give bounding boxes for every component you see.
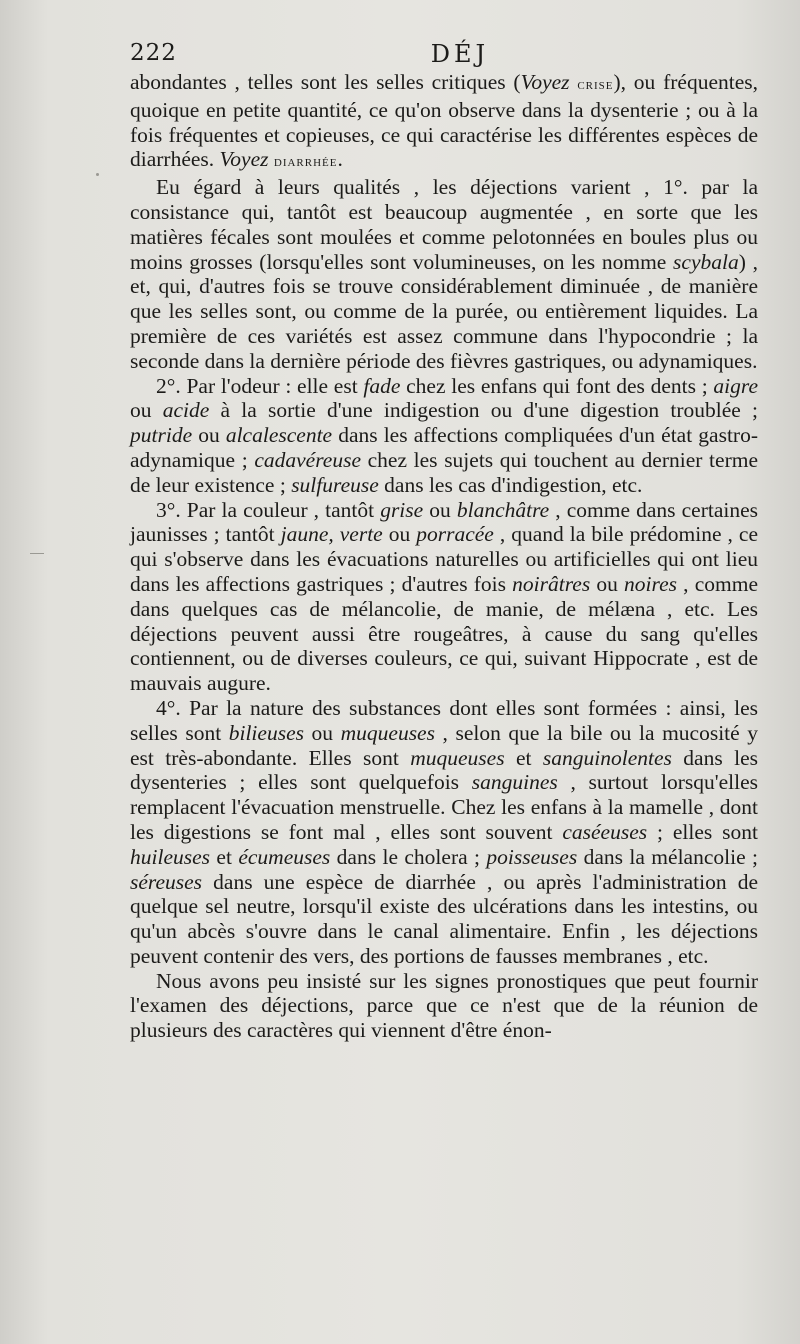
paragraph [130,696,758,969]
text-run: dans les affections compliquées d'un état gastro-adynamique ; [130,423,758,472]
text-run: ) , et, qui, d'autres fois se trouve considérablement diminuée , de manière que les selles sont, ou comme de la purée, ou entièrement liquides. La première de ces variétés est assez commune dans l'hypocondrie ; la seconde dans la dernière période des fièvres gastriques, ou adynamiques. [130,249,758,373]
text-run: Eu égard à leurs qualités , les déjections varient , 1°. par la consistance qui, tantôt est beaucoup augmentée , en sorte que les matières fécales sont moulées et comme pelotonnées en boules plus ou moins grosses (lorsqu'elles sont volumineuses, on les nomme [130,175,758,274]
italic-term: sanguinolentes [542,745,672,770]
paragraph [130,374,758,498]
italic-term: bilieuses [228,720,304,745]
text-run: chez les sujets qui touchent au dernier terme de leur existence ; [130,447,758,497]
text-run: ), ou fréquentes, quoique en petite quantité, ce qu'on observe dans la dysenterie ; ou à la fois fréquentes et copieuses, ce qui caractérise les différentes espèces de diarrhées. [130,70,758,172]
italic-term: sulfureuse [291,472,379,497]
italic-term: grise [380,497,424,522]
text-run: à la sortie d'une indigestion ou d'une digestion troublée ; [209,398,758,423]
text-run: ou [192,423,226,448]
italic-term: sanguines [471,770,558,795]
text-run: , surtout lorsqu'elles remplacent l'évacuation menstruelle. Chez les enfans à la mamelle , dont les digestions se font mal , elles sont souvent [130,770,758,844]
paragraph [130,175,758,373]
italic-term: muqueuses [340,720,435,745]
italic-term: alcalescente [225,423,333,448]
text-run: Nous avons peu insisté sur les signes pronostiques que peut fournir l'examen des déjections, parce que ce n'est que de la réunion de plusieurs des caractères qui viennent d'être énon- [130,968,758,1043]
text-run: dans le cholera ; [330,844,487,869]
italic-term: porracée [416,522,494,547]
text-run: et [504,745,543,770]
italic-term: noirâtres [512,571,591,596]
page-number: 222 [130,40,177,66]
text-run: dans une espèce de diarrhée , ou après l'administration de quelque sel neutre, lorsqu'il existe des ulcérations dans les intestins, ou qu'un abcès s'ouvre dans le canal alimentaire. Enfin , les déjections peuvent contenir des vers, des portions de fausses membranes , etc. [130,869,758,968]
italic-term: écumeuses [238,844,331,869]
text-run: ou [130,398,163,423]
text-run: . [337,147,343,172]
italic-term: acide [162,398,210,423]
page-header [130,40,760,70]
text-run: ou [303,720,341,745]
text-run: dans les dysenteries ; elles sont quelquefois [130,745,758,795]
italic-term: aigre [713,373,758,398]
text-run: ; elles sont [647,819,758,844]
paragraph [130,969,758,1043]
text-run: dans la mélancolie ; [577,844,758,869]
italic-term: jaune, verte [280,522,383,547]
italic-term: séreuses [130,869,203,894]
italic-term: caséeuses [562,819,648,844]
text-run: 2°. Par l'odeur : elle est [156,373,364,398]
italic-term: scybala [673,249,739,274]
margin-mark [30,553,44,554]
page-body [130,70,758,1043]
text-run: 4°. Par la nature des substances dont elles sont formées : ainsi, les selles sont [130,695,758,745]
text-run: ou [423,497,457,522]
text-run: ou [590,571,625,596]
italic-term: fade [363,373,401,398]
italic-term: cadavéreuse [254,447,361,472]
italic-term: muqueuses [410,745,505,770]
text-run: , comme dans certaines jaunisses ; tantôt [130,497,758,547]
paragraph [130,498,758,696]
cross-reference: crise [577,77,614,93]
paragraph [130,70,758,175]
italic-term: blanchâtre [456,497,550,522]
italic-term: noires [624,571,677,596]
text-run: dans les cas d'indigestion, etc. [378,472,643,497]
italic-term: huileuses [130,844,211,869]
text-run: ou [382,522,417,547]
italic-term: putride [130,423,193,448]
text-run: 3°. Par la couleur , tantôt [156,497,381,522]
text-run: et [210,844,239,869]
text-run: , comme dans quelques cas de mélancolie, de manie, de mélæna , etc. Les déjections peuvent aussi être rougeâtres, à cause du sang qu'elles contiennent, ou de diverses couleurs, ce qui, suivant Hippocrate , est de mauvais augure. [130,571,758,696]
italic-term: Voyez [219,147,269,172]
margin-dot [96,173,99,176]
text-run: chez les enfans qui font des dents ; [400,373,714,398]
italic-term: poisseuses [486,844,578,869]
cross-reference: diarrhée [273,154,338,171]
text-run: , selon que la bile ou la mucosité y est très-abondante. Elles sont [130,720,759,770]
text-run: , quand la bile prédomine , ce qui s'observe dans les évacuations naturelles ou artificielles qui ont lieu dans les affections gastriques ; d'autres fois [130,522,758,596]
text-run: abondantes , telles sont les selles critiques ( [130,70,521,94]
running-head: DÉJ [430,40,490,68]
italic-term: Voyez [520,70,570,94]
